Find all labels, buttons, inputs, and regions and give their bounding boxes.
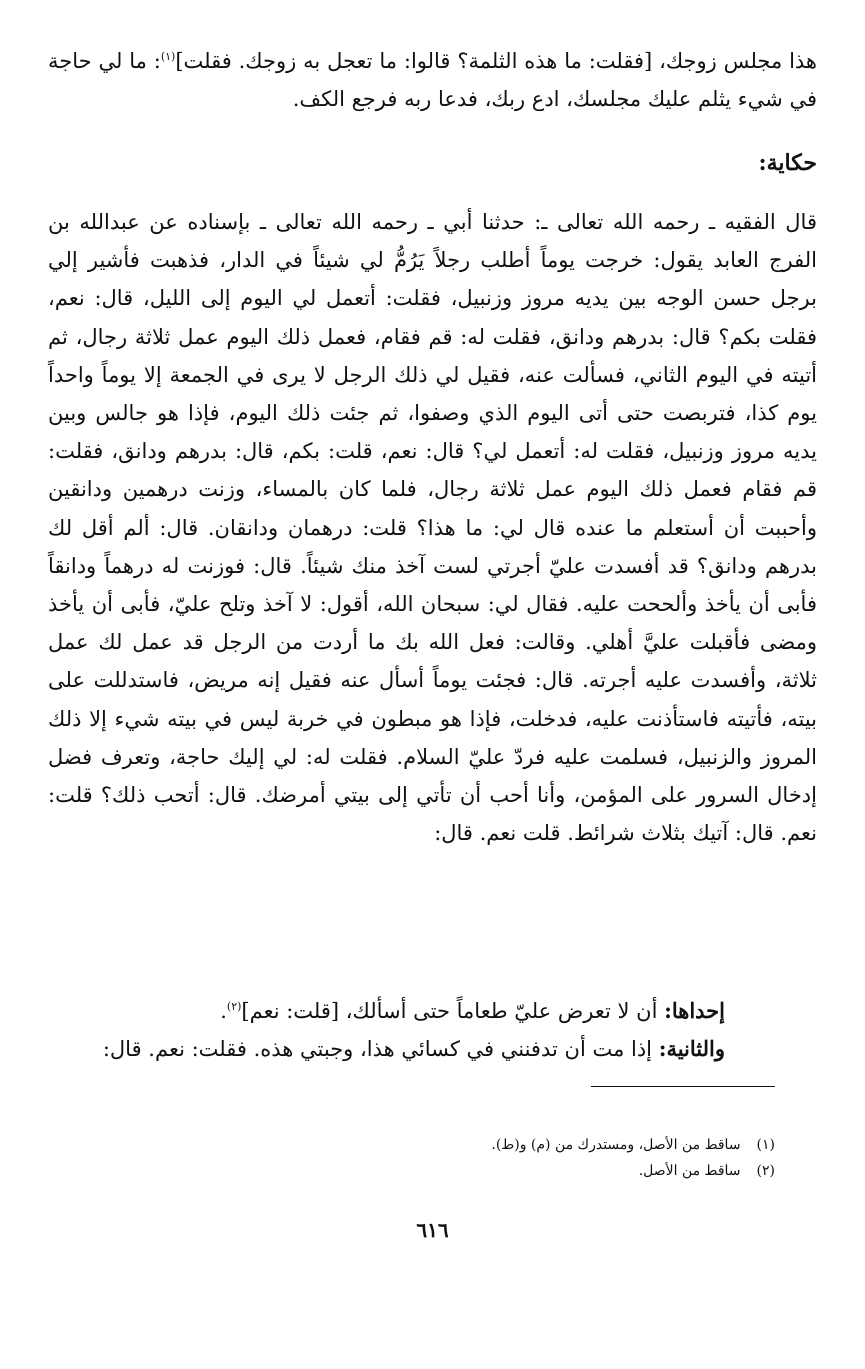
condition-second-label: والثانية:: [658, 1036, 725, 1061]
intro-text-end: : ما لي حاجة في شيء يثلم عليك مجلسك، ادع ربك، فدعا ربه فرجع الكف.: [48, 49, 817, 112]
page-number: ٦١٦: [416, 1218, 449, 1242]
footnote-divider: [591, 1086, 775, 1087]
footnote-1-text: ساقط من الأصل، ومستدرك من (م) و(ط).: [491, 1137, 741, 1153]
conditions-list: [48, 992, 813, 1068]
footnote-marker-2: (٢): [226, 1000, 242, 1013]
footnotes: [300, 1132, 775, 1184]
condition-first: [48, 992, 813, 1030]
footnote-1-number: (١): [756, 1137, 775, 1153]
footnote-2-text: ساقط من الأصل.: [638, 1163, 741, 1179]
condition-second-text: إذا مت أن تدفنني في كسائي هذا، وجبتي هذه. فقلت: نعم. قال:: [102, 1037, 659, 1061]
condition-second: [48, 1030, 813, 1068]
story-paragraph: قال الفقيه ـ رحمه الله تعالى ـ: حدثنا أبي ـ رحمه الله تعالى ـ بإسناده عن عبدالله بن الفرج العابد يقول: خرجت يوماً أطلب رجلاً يَرُمُّ لي شيئاً في الدار، فذهبت فأشير إلي برجل حسن الوجه بين يديه مروز وزنبيل، فقلت: أتعمل لي اليوم إلى الليل، قال: نعم، فقلت بكم؟ قال: بدرهم ودانق، فقلت له: قم فقام، فعمل ذلك اليوم عمل ثلاثة رجال، ثم أتيته في اليوم الثاني، فسألت عنه، فقيل لي ذلك الرجل لا يرى في الجمعة إلا يوماً واحداً يوم كذا، فتربصت حتى أتى اليوم الذي وصفوا، ثم جئت ذلك اليوم، فإذا هو جالس وبين يديه مروز وزنبيل، فقلت له: أتعمل لي؟ قال: نعم، قلت: بكم، قال: بدرهم ودانق، فقلت: قم فقام فعمل ذلك اليوم عمل ثلاثة رجال، فلما كان بالمساء، وزنت درهمين ودانقين وأحببت أن أستعلم ما عنده قال لي: ما هذا؟ قلت: درهمان ودانقان. قال: ألم أقل لك بدرهم ودانق؟ قد أفسدت عليّ أجرتي لست آخذ منك شيئاً. قال: فوزنت له درهماً ودانقاً فأبى أن يأخذ وألححت عليه. فقال لي: سبحان الله، أقول: لا آخذ وتلح عليّ، فأبى أن يأخذ ومضى فأقبلت عليَّ أهلي. وقالت: فعل الله بك ما أردت من الرجل قد عمل لك عمل ثلاثة، وأفسدت عليه أجرته. قال: فجئت يوماً أسأل عنه فقيل إنه مريض، فاستدللت على بيته، فأتيته فاستأذنت عليه، فدخلت، فإذا هو مبطون في خربة ليس في بيته شيء إلا ذلك المروز والزنبيل، فسلمت عليه فردّ عليّ السلام. فقلت له: لي إليك حاجة، وتعرف فضل إدخال السرور على المؤمن، وأنا أحب أن تأتي إلى بيتي أمرضك. قال: أتحب ذلك؟ قلت: نعم. قال: آتيك بثلاث شرائط. قلت نعم. قال:: [48, 210, 817, 846]
footnote-1: [300, 1132, 775, 1158]
footnote-marker-1: (١): [160, 50, 176, 63]
intro-text-start: هذا مجلس زوجك، [فقلت: ما هذه الثلمة؟ قالوا: ما تعجل به زوجك. فقلت]: [175, 49, 817, 73]
condition-first-end: .: [220, 999, 227, 1023]
footnote-2-number: (٢): [756, 1163, 775, 1179]
section-heading: حكاية:: [758, 150, 817, 176]
condition-first-label: إحداها:: [664, 998, 725, 1023]
condition-first-text: أن لا تعرض عليّ طعاماً حتى أسألك، [قلت: نعم]: [241, 999, 665, 1023]
footnote-2: [300, 1158, 775, 1184]
intro-paragraph: [48, 42, 817, 118]
